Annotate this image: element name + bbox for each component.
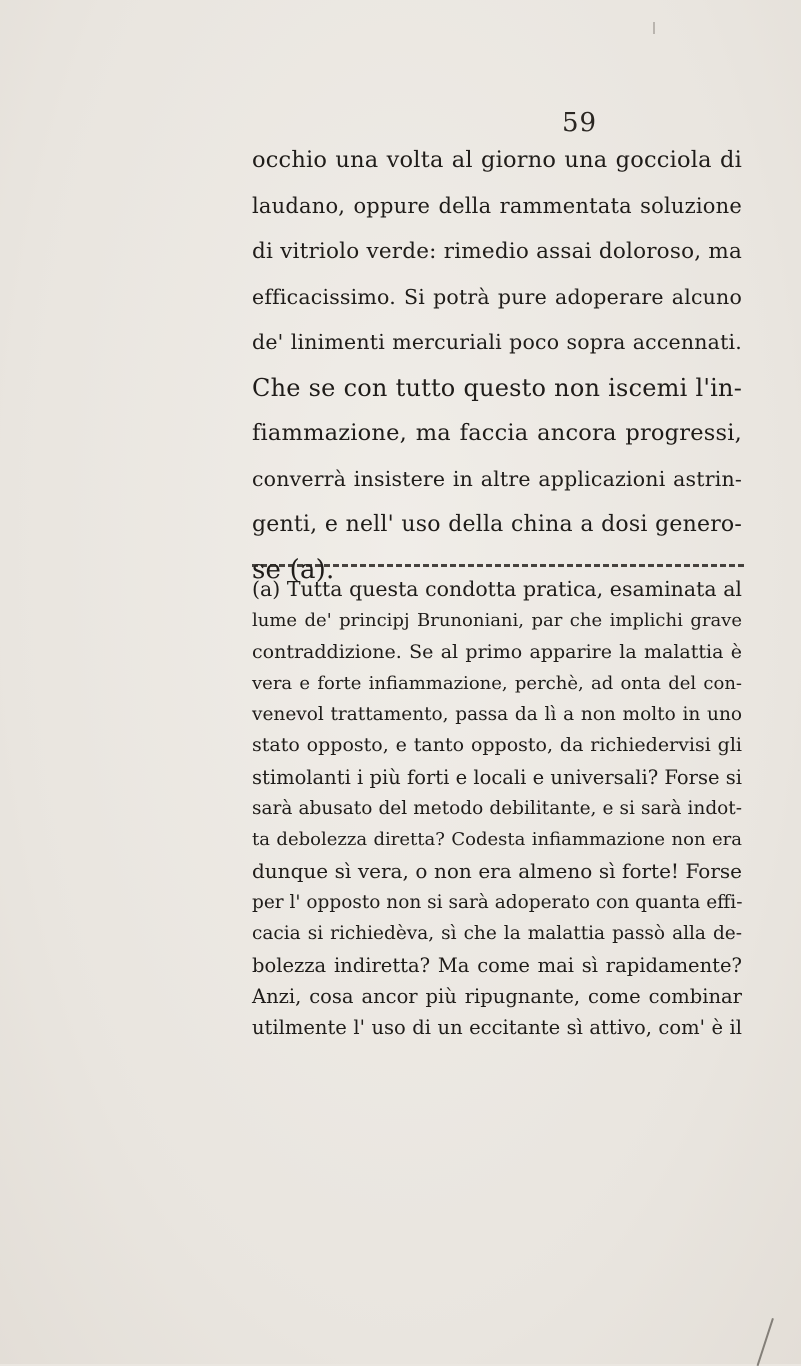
paper-speck [653, 22, 655, 34]
page-number: 59 [562, 108, 598, 138]
main-text-line: de' linimenti mercuriali poco sopra accennati. [252, 330, 742, 354]
footnote-line: bolezza indiretta? Ma come mai sì rapidamente? [252, 953, 742, 977]
footnote-line: contraddizione. Se al primo apparire la malattia è [252, 640, 742, 663]
footnote-line: vera e forte infiammazione, perchè, ad onta del con- [252, 672, 742, 694]
main-text-line: laudano, oppure della rammentata soluzione [252, 193, 742, 218]
main-text-line: converrà insistere in altre applicazioni astrin- [252, 466, 742, 491]
footnote-line: stimolanti i più forti e locali e universali? Forse si [252, 765, 742, 789]
main-text-line: Che se con tutto questo non iscemi l'in- [252, 373, 742, 402]
footnote-line: sarà abusato del metodo debilitante, e si sarà indot- [252, 798, 742, 820]
footnote-line: (a) Tutta questa condotta pratica, esaminata al [252, 577, 742, 601]
main-text-line: di vitriolo verde: rimedio assai doloroso, ma [252, 239, 742, 264]
footnote-line: Anzi, cosa ancor più ripugnante, come combinar [252, 984, 742, 1008]
footnote-line: venevol trattamento, passa da lì a non molto in uno [252, 704, 742, 726]
footnote-line: dunque sì vera, o non era almeno sì forte! Forse [252, 858, 742, 883]
footnote-line: ta debolezza diretta? Codesta infiammazione non era [252, 829, 742, 851]
main-text-line: efficacissimo. Si potrà pure adoperare alcuno [252, 284, 742, 309]
main-text-line: fiammazione, ma faccia ancora progressi, [252, 420, 742, 446]
footnote-separator [252, 564, 744, 567]
main-text-line: se (a). [252, 554, 335, 585]
main-text-block [252, 138, 742, 593]
footnote-line: per l' opposto non si sarà adoperato con quanta effi- [252, 891, 743, 913]
main-text-line: occhio una volta al giorno una gocciola di [252, 147, 742, 173]
footnote-block [252, 574, 742, 1043]
footnote-line: cacia si richiedèva, sì che la malattia passò alla de- [252, 923, 742, 945]
footnote-line: stato opposto, e tanto opposto, da richiedervisi gli [252, 734, 742, 757]
footnote-line: lume de' principj Brunoniani, par che implichi grave [252, 610, 742, 632]
main-text-line: genti, e nell' uso della china a dosi genero- [252, 512, 742, 537]
margin-pencil-mark [757, 1318, 774, 1366]
footnote-line: utilmente l' uso di un eccitante sì attivo, com' è il [252, 1016, 742, 1040]
